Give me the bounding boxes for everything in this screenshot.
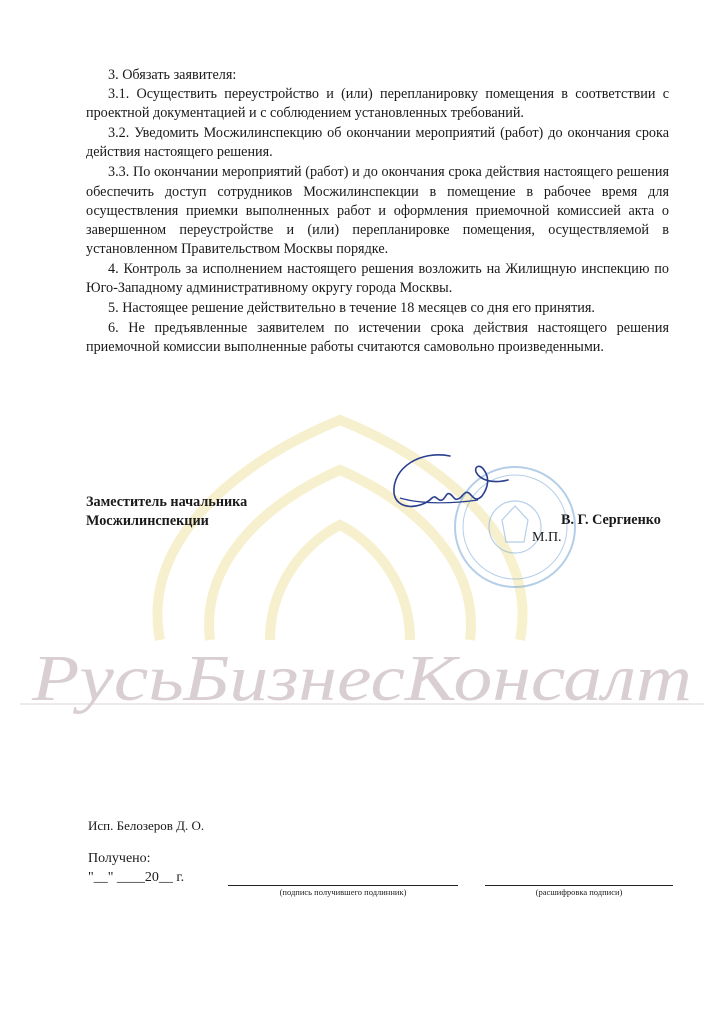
paragraph-3-1: 3.1. Осуществить переустройство и (или) перепланировку помещения в соответствии с проектной документацией и с соблюдением установленных требований. — [86, 86, 669, 122]
paragraph-6: 6. Не предъявленные заявителем по истечении срока действия настоящего решения приемочной комиссии выполненные работы считаются самовольно произведенными. — [86, 320, 669, 356]
decoding-line — [485, 885, 673, 886]
paragraph-5: 5. Настоящее решение действительно в течение 18 месяцев со дня его принятия. — [108, 300, 595, 317]
paragraph-3: 3. Обязать заявителя: — [108, 67, 237, 83]
handwritten-signature — [380, 448, 530, 528]
signature-line — [228, 885, 458, 886]
paragraph-3-3: 3.3. По окончании мероприятий (работ) и до окончания срока действия настоящего решения обеспечить доступ сотрудников Мосжилинспекции в помещение в рабочее время для осуществления приемки выполненных работ и оформления приемочной комиссией акта о завершенном переустройстве и (или) перепланировке помещения, осуществляемой в установленном Правительством Москвы порядке. — [86, 164, 669, 257]
decoding-caption: (расшифровка подписи) — [535, 887, 623, 897]
signatory-title-line2: Мосжилинспекции — [86, 513, 209, 529]
executor-note: Исп. Белозеров Д. О. — [88, 818, 205, 833]
signature-caption: (подпись получившего подлинник) — [279, 887, 407, 897]
received-label: Получено: — [88, 851, 151, 866]
date-line: "__" ____20__ г. — [88, 870, 185, 885]
watermark — [0, 640, 724, 720]
watermark-text: РусьБизнесКонсалт — [30, 642, 692, 715]
signatory-title — [86, 493, 247, 531]
paragraph-4: 4. Контроль за исполнением настоящего решения возложить на Жилищную инспекцию по Юго-Западному административному округу города Москвы. — [86, 260, 669, 297]
paragraph-3-2: 3.2. Уведомить Мосжилинспекцию об окончании мероприятий (работ) до окончания срока действия настоящего решения. — [86, 125, 669, 161]
seal-place-mark: М.П. — [532, 530, 562, 545]
signatory-title-line1: Заместитель начальника — [86, 494, 248, 510]
signatory-name: В. Г. Сергиенко — [561, 512, 661, 528]
body-text — [86, 66, 669, 357]
